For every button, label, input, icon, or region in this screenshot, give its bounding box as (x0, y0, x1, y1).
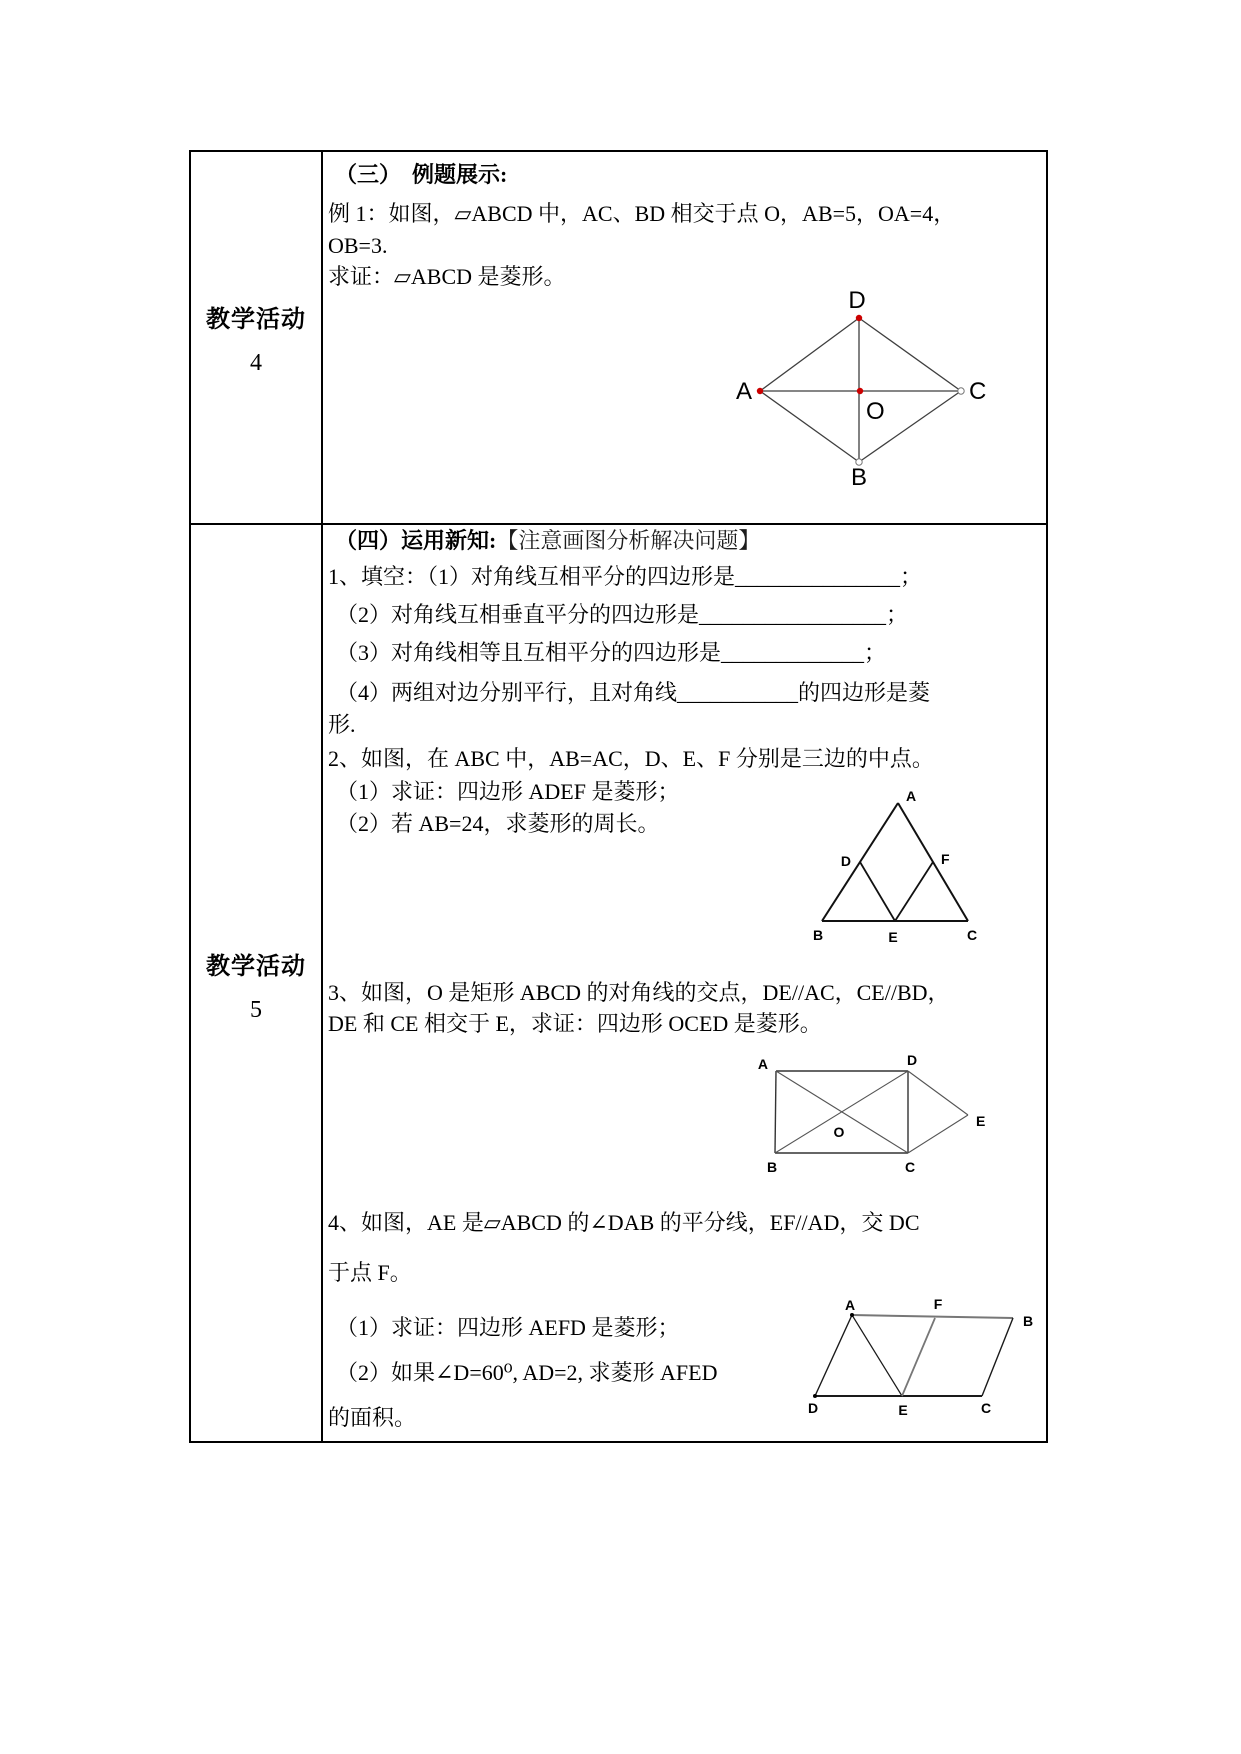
exercise-line: 的面积。 (328, 1405, 417, 1430)
exercise-line: （1）求证：四边形 ADEF 是菱形； (336, 779, 680, 804)
vertex-dot-A (850, 1313, 854, 1317)
section3-line: 求证：▱ABCD 是菱形。 (328, 264, 566, 289)
vertex-dot-D (813, 1394, 817, 1398)
activity-5-number: 5 (250, 997, 262, 1023)
label-E: E (976, 1113, 986, 1129)
vertex-dot-A (757, 388, 763, 394)
section4-title-note: 【注意画图分析解决问题】 (496, 528, 761, 553)
exercise-line: 形. (328, 712, 356, 737)
exercise-line: 2、如图，在 ABC 中，AB=AC，D、E、F 分别是三边的中点。 (328, 746, 934, 771)
label-O: O (833, 1124, 845, 1140)
section4-title-bold: （四）运用新知: (335, 528, 497, 553)
label-D: D (906, 1052, 918, 1068)
exercise-line: 于点 F。 (328, 1260, 412, 1285)
vertex-dot-D (856, 315, 862, 321)
label-A: A (735, 378, 752, 405)
rectangle-figure (735, 1045, 1015, 1185)
exercise-line: （2）如果∠D=60⁰, AD=2, 求菱形 AFED (336, 1360, 718, 1385)
exercise-line: 3、如图，O 是矩形 ABCD 的对角线的交点，DE//AC，CE//BD， (328, 980, 950, 1005)
table-column-divider (321, 152, 323, 1441)
label-E: E (898, 1402, 908, 1418)
label-D: D (807, 1400, 819, 1416)
label-D: D (840, 853, 851, 869)
label-B: B (850, 464, 868, 488)
label-O: O (866, 398, 885, 425)
exercise-line: （1）求证：四边形 AEFD 是菱形； (336, 1315, 680, 1340)
section3-title: （三） 例题展示: (335, 162, 508, 187)
activity-4-cell (191, 152, 321, 523)
activity-5-cell (191, 525, 321, 1445)
center-dot-O (857, 388, 863, 394)
label-C: C (980, 1400, 992, 1416)
label-A: A (844, 1297, 856, 1313)
section4-title (335, 528, 760, 554)
label-B: B (766, 1159, 778, 1175)
activity-5-label: 教学活动 (206, 954, 306, 980)
section3-line: 例 1：如图，▱ABCD 中，AC、BD 相交于点 O，AB=5，OA=4， (328, 201, 956, 226)
activity-4-number: 4 (250, 349, 262, 376)
exercise-line: （4）两组对边分别平行，且对角线___________的四边形是菱 (336, 680, 931, 705)
label-F: F (933, 1297, 943, 1312)
vertex-dot-C (958, 388, 964, 394)
triangle-figure (780, 785, 990, 950)
label-F: F (941, 851, 950, 867)
parallelogram-figure (795, 1297, 1040, 1422)
exercise-line: 1、填空：（1）对角线互相平分的四边形是_______________； (328, 564, 923, 589)
exercise-line: （2）对角线互相垂直平分的四边形是_________________； (336, 602, 909, 627)
label-C: C (969, 378, 987, 405)
section3-line: OB=3. (328, 233, 388, 258)
label-A: A (757, 1056, 768, 1072)
label-B: B (1023, 1313, 1034, 1329)
activity-4-label: 教学活动 (206, 306, 306, 333)
label-C: C (966, 927, 978, 943)
exercise-line: （3）对角线相等且互相平分的四边形是_____________； (336, 640, 887, 665)
rhombus-figure (660, 256, 1040, 488)
label-D: D (848, 287, 866, 314)
label-B: B (812, 927, 824, 943)
exercise-line: （2）若 AB=24，求菱形的周长。 (336, 811, 660, 836)
exercise-line: 4、如图，AE 是▱ABCD 的∠DAB 的平分线，EF//AD，交 DC (328, 1210, 920, 1235)
label-C: C (904, 1159, 916, 1175)
label-E: E (888, 929, 898, 945)
exercise-line: DE 和 CE 相交于 E，求证：四边形 OCED 是菱形。 (328, 1011, 822, 1036)
label-A: A (906, 788, 917, 804)
